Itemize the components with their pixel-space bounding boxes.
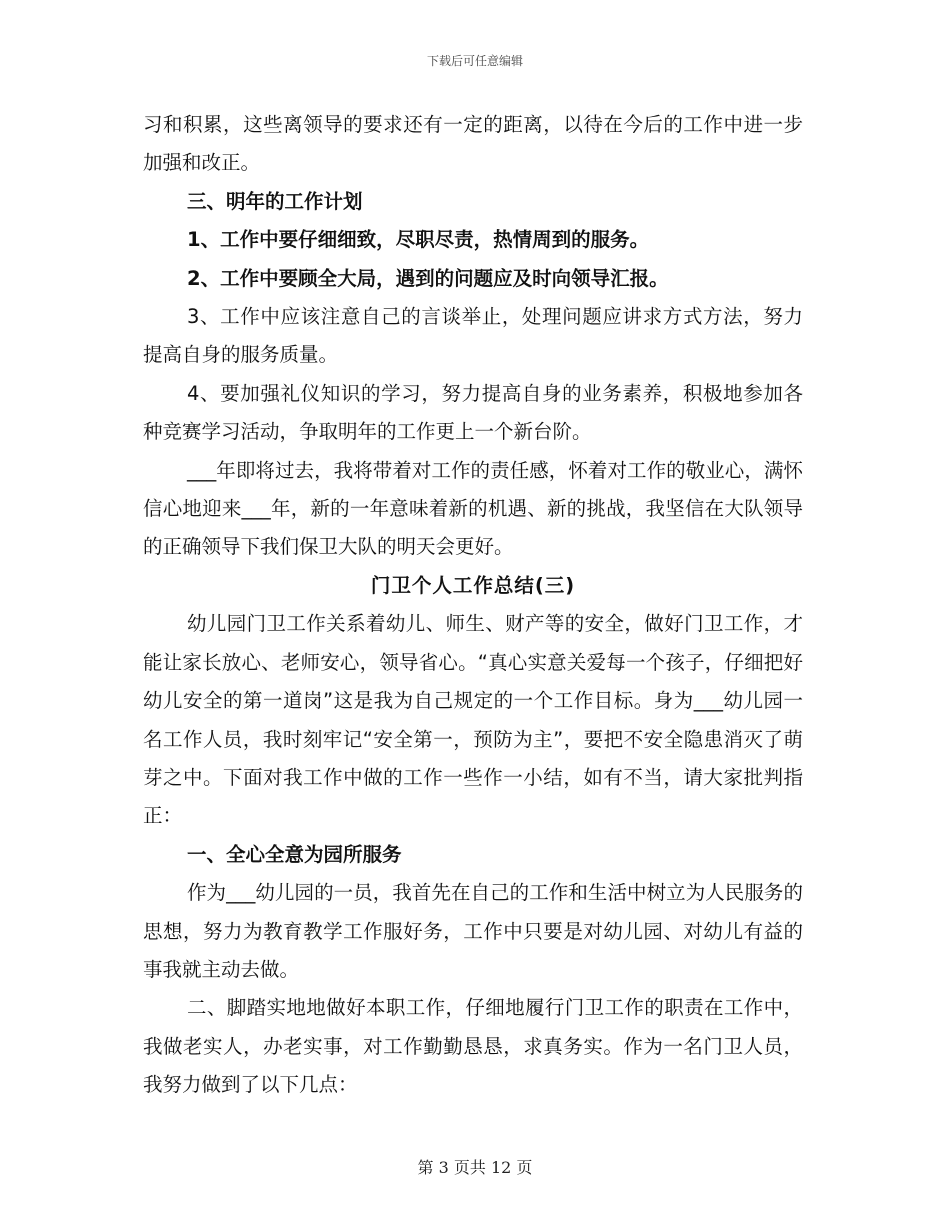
- intro-paragraph: 幼儿园门卫工作关系着幼儿、师生、财产等的安全，做好门卫工作，才能让家长放心、老师安心，领导省心。“真心实意关爱每一个孩子，仔细把好幼儿安全的第一道岗”这是我为自己规定的一个工作目标。身为___幼儿园一名工作人员，我时刻牢记“安全第一，预防为主”，要把不安全隐患消灭了萌芽之中。下面对我工作中做的工作一些作一小结，如有不当，请大家批判指正：: [143, 612, 803, 828]
- plan-item-1: 1、工作中要仔细细致，尽职尽责，热情周到的服务。: [187, 228, 650, 252]
- closing-paragraph: ___年即将过去，我将带着对工作的责任感，怀着对工作的敬业心，满怀信心地迎来___年，新的一年意味着新的机遇、新的挑战，我坚信在大队领导的正确领导下我们保卫大队的明天会更好。: [143, 458, 803, 559]
- duty-paragraph: 二、脚踏实地地做好本职工作，仔细地履行门卫工作的职责在工作中，我做老实人，办老实事，对工作勤勤恳恳，求真务实。作为一名门卫人员，我努力做到了以下几点：: [143, 996, 803, 1097]
- section-heading-service: 一、全心全意为园所服务: [187, 842, 402, 866]
- page-header-note: 下载后可任意编辑: [426, 54, 523, 68]
- document-title: 门卫个人工作总结(三): [370, 573, 576, 597]
- paragraph-continuation: 习和积累，这些离领导的要求还有一定的距离，以待在今后的工作中进一步加强和改正。: [143, 113, 803, 175]
- service-paragraph: 作为___幼儿园的一员，我首先在自己的工作和生活中树立为人民服务的思想，努力为教育教学工作服好务，工作中只要是对幼儿园、对幼儿有益的事我就主动去做。: [143, 881, 803, 981]
- document-body: [143, 106, 803, 1105]
- plan-item-3: 3、工作中应该注意自己的言谈举止，处理问题应讲求方式方法，努力提高自身的服务质量。: [143, 305, 803, 367]
- page-number: 第 3 页共 12 页: [417, 1158, 533, 1177]
- plan-item-2: 2、工作中要顾全大局，遇到的问题应及时向领导汇报。: [187, 266, 669, 290]
- section-heading-plan: 三、明年的工作计划: [187, 189, 363, 213]
- plan-item-4: 4、要加强礼仪知识的学习，努力提高自身的业务素养，积极地参加各种竞赛学习活动，争取明年的工作更上一个新台阶。: [143, 381, 803, 444]
